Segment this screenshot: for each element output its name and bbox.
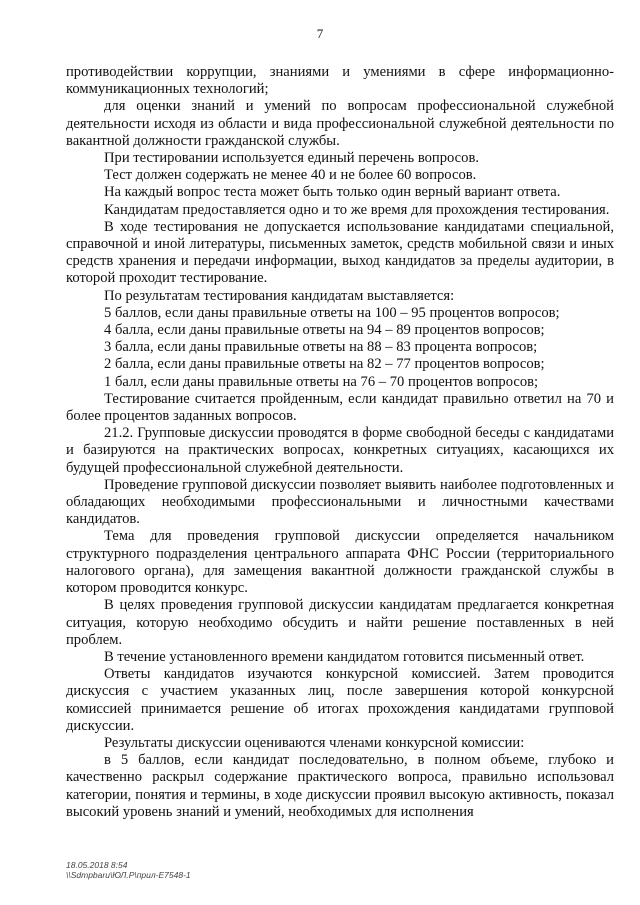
paragraph: 1 балл, если даны правильные ответы на 76 – 70 процентов вопросов; xyxy=(104,373,539,390)
page-number: 7 xyxy=(316,26,324,41)
paragraph: в 5 баллов, если кандидат последовательно, в полном объеме, глубоко и качественно раскрыл содержание практического вопроса, правильно использовал категории, понятия и термины, в ходе дискуссии проявил высокую активность, показал высокий уровень знаний и умений, необходимых для исполнения xyxy=(66,752,614,820)
paragraph: Кандидатам предоставляется одно и то же время для прохождения тестирования. xyxy=(104,201,610,218)
paragraph: противодействии коррупции, знаниями и умениями в сфере информационно-коммуникационных технологий; xyxy=(66,64,614,98)
paragraph: для оценки знаний и умений по вопросам профессиональной служебной деятельности исходя из области и вида профессиональной служебной деятельности по вакантной должности гражданской службы. xyxy=(66,98,614,149)
document-body xyxy=(66,64,614,821)
file-stamp xyxy=(66,860,191,880)
paragraph: Результаты дискуссии оцениваются членами конкурсной комиссии: xyxy=(104,734,525,751)
paragraph: Тест должен содержать не менее 40 и не более 60 вопросов. xyxy=(104,167,477,184)
paragraph: Тема для проведения групповой дискуссии определяется начальником структурного подразделения центрального аппарата ФНС России (территориального налогового органа), для замещения вакантной должности гражданской службы в котором проводится конкурс. xyxy=(66,528,614,597)
file-stamp-date: 18.05.2018 8:54 xyxy=(66,860,128,870)
paragraph: 21.2. Групповые дискуссии проводятся в форме свободной беседы с кандидатами и базируются на практических вопросах, конкретных ситуациях, касающихся их будущей профессиональной служебной деятельности. xyxy=(66,425,614,476)
file-stamp-path: \\Sdmpbaru\ЮЛ.Р\прил-Е7548-1 xyxy=(66,870,191,880)
paragraph: По результатам тестирования кандидатам выставляется: xyxy=(104,287,455,304)
paragraph: На каждый вопрос теста может быть только один верный вариант ответа. xyxy=(104,184,561,201)
paragraph: В течение установленного времени кандидатом готовится письменный ответ. xyxy=(104,648,585,665)
paragraph: 3 балла, если даны правильные ответы на 88 – 83 процента вопросов; xyxy=(104,339,538,356)
paragraph: В целях проведения групповой дискуссии кандидатам предлагается конкретная ситуация, которую необходимо обсудить и найти решение поставленных в ней проблем. xyxy=(66,597,614,648)
paragraph: 4 балла, если даны правильные ответы на 94 – 89 процентов вопросов; xyxy=(104,322,545,339)
paragraph: Проведение групповой дискуссии позволяет выявить наиболее подготовленных и обладающих необходимыми профессиональными и личностными качествами кандидатов. xyxy=(66,476,614,528)
paragraph: При тестировании используется единый перечень вопросов. xyxy=(104,150,479,167)
paragraph: Ответы кандидатов изучаются конкурсной комиссией. Затем проводится дискуссия с участием указанных лиц, после завершения которой конкурсной комиссией принимается решение об итогах прохождения кандидатами групповой дискуссии. xyxy=(66,666,614,734)
paragraph: Тестирование считается пройденным, если кандидат правильно ответил на 70 и более процентов заданных вопросов. xyxy=(66,390,614,425)
paragraph: В ходе тестирования не допускается использование кандидатами специальной, справочной и иной литературы, письменных заметок, средств мобильной связи и иных средств хранения и передачи информации, выход кандидатов за пределы аудитории, в которой проходит тестирование. xyxy=(66,218,614,287)
paragraph: 5 баллов, если даны правильные ответы на 100 – 95 процентов вопросов; xyxy=(104,304,560,321)
paragraph: 2 балла, если даны правильные ответы на 82 – 77 процентов вопросов; xyxy=(104,356,545,373)
